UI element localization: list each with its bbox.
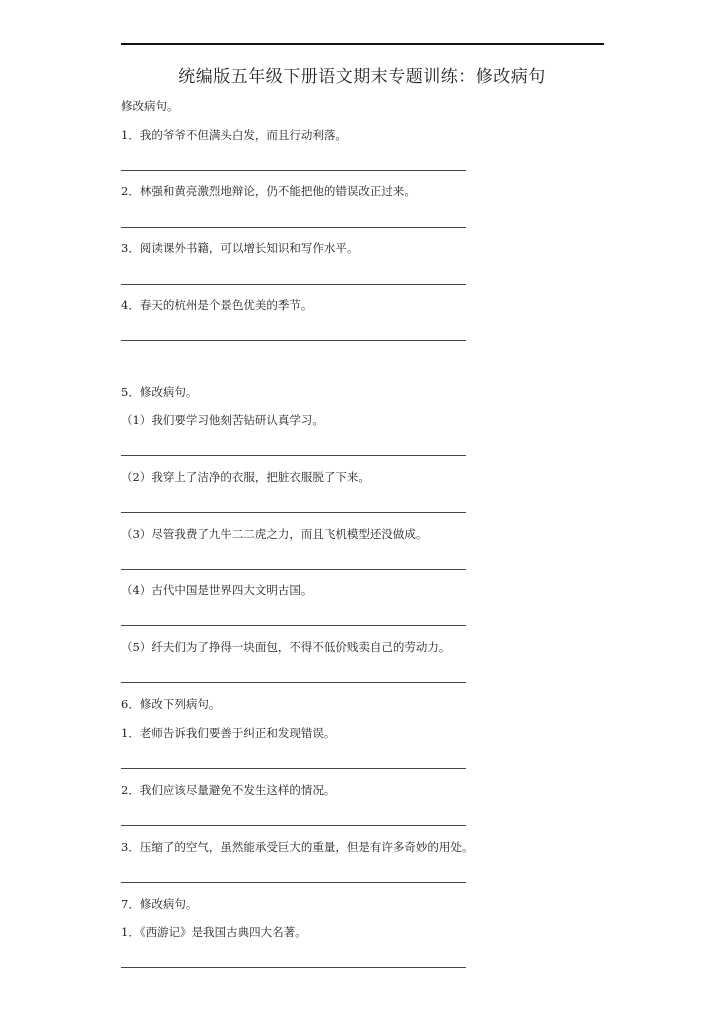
question-1: 1．我的爷爷不但满头白发，而且行动利落。 [121, 128, 347, 142]
question-5-1: （1）我们要学习他刻苦钻研认真学习。 [121, 413, 324, 427]
answer-line-2[interactable] [121, 227, 466, 228]
question-6-3: 3．压缩了的空气，虽然能承受巨大的重量，但是有许多奇妙的用处。 [121, 840, 474, 854]
section-6-heading: 6．修改下列病句。 [121, 697, 221, 711]
answer-line-5-3[interactable] [121, 569, 466, 570]
page-title: 统编版五年级下册语文期末专题训练：修改病句 [178, 67, 546, 87]
answer-line-6-2[interactable] [121, 825, 466, 826]
answer-line-7-1[interactable] [121, 967, 466, 968]
answer-line-3[interactable] [121, 284, 466, 285]
question-4: 4．春天的杭州是个景色优美的季节。 [121, 298, 313, 312]
question-5-5: （5）纤夫们为了挣得一块面包，不得不低价贱卖自己的劳动力。 [121, 640, 451, 654]
question-5-4: （4）古代中国是世界四大文明古国。 [121, 583, 313, 597]
question-5-3: （3）尽管我费了九牛二二虎之力，而且飞机模型还没做成。 [121, 527, 428, 541]
answer-line-5-5[interactable] [121, 682, 466, 683]
question-7-1: 1．《西游记》是我国古典四大名著。 [121, 925, 307, 939]
question-6-1: 1．老师告诉我们要善于纠正和发现错误。 [121, 726, 336, 740]
answer-line-6-3[interactable] [121, 882, 466, 883]
question-2: 2．林强和黄亮激烈地辩论，仍不能把他的错误改正过来。 [121, 184, 416, 198]
answer-line-1[interactable] [121, 170, 466, 171]
section-7-heading: 7．修改病句。 [121, 897, 198, 911]
question-5-2: （2）我穿上了洁净的衣服，把脏衣服脱了下来。 [121, 470, 370, 484]
answer-line-5-4[interactable] [121, 625, 466, 626]
answer-line-5-1[interactable] [121, 455, 466, 456]
question-3: 3．阅读课外书籍，可以增长知识和写作水平。 [121, 241, 359, 255]
question-6-2: 2．我们应该尽量避免不发生这样的情况。 [121, 783, 336, 797]
section-5-heading: 5．修改病句。 [121, 385, 198, 399]
answer-line-6-1[interactable] [121, 768, 466, 769]
answer-line-5-2[interactable] [121, 512, 466, 513]
answer-line-4[interactable] [121, 340, 466, 341]
header-rule [121, 43, 604, 45]
intro-instruction: 修改病句。 [121, 99, 179, 113]
